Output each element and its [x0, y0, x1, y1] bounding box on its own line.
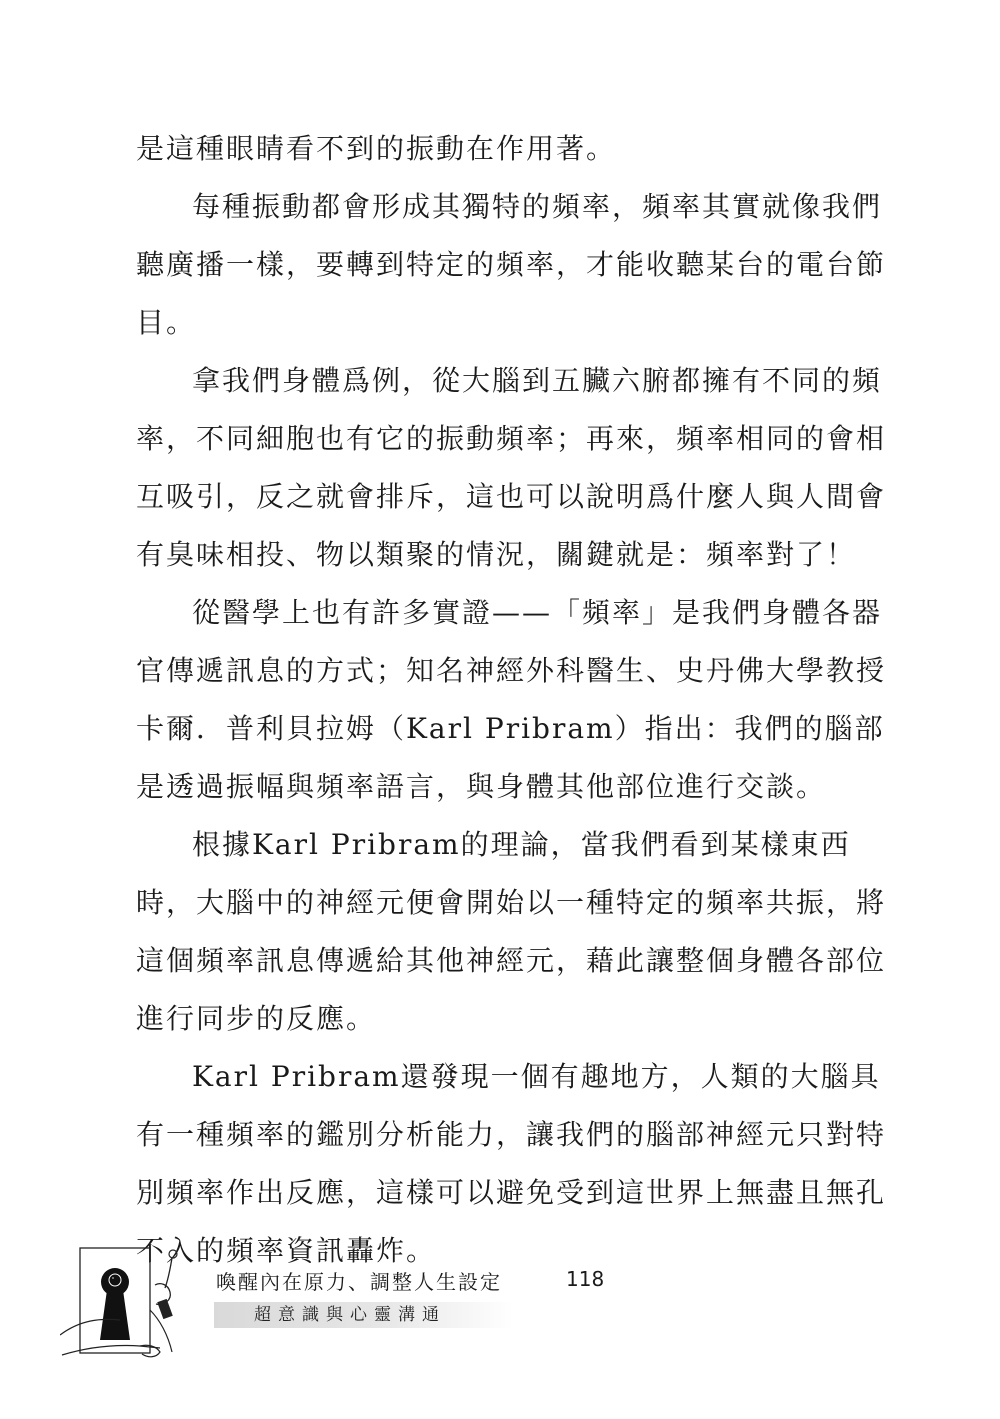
text-line: Karl Pribram還發現一個有趣地方，人類的大腦具 — [192, 1060, 881, 1093]
page-footer — [0, 1240, 1000, 1370]
text-line: 拿我們身體爲例，從大腦到五臟六腑都擁有不同的頻 — [192, 364, 883, 397]
text-line: 每種振動都會形成其獨特的頻率，頻率其實就像我們 — [192, 190, 883, 223]
text-line: 根據Karl Pribram的理論，當我們看到某樣東西 — [192, 828, 851, 861]
text-line: 官傳遞訊息的方式；知名神經外科醫生、史丹佛大學教授 — [136, 654, 887, 687]
body-text — [136, 120, 887, 1280]
keyhole-figure-illustration-icon — [60, 1240, 210, 1365]
text-line: 目。 — [136, 306, 197, 339]
page-number: 118 — [566, 1267, 605, 1291]
text-line: 互吸引，反之就會排斥，這也可以說明爲什麼人與人間會 — [136, 480, 887, 513]
text-line: 有臭味相投、物以類聚的情況，關鍵就是：頻率對了！ — [136, 538, 857, 571]
text-line: 進行同步的反應。 — [136, 1002, 377, 1035]
text-line: 有一種頻率的鑑別分析能力，讓我們的腦部神經元只對特 — [136, 1118, 887, 1151]
text-line: 從醫學上也有許多實證——「頻率」是我們身體各器 — [192, 596, 883, 629]
text-line: 別頻率作出反應，這樣可以避免受到這世界上無盡且無孔 — [136, 1176, 887, 1209]
text-line: 這個頻率訊息傳遞給其他神經元，藉此讓整個身體各部位 — [136, 944, 887, 977]
book-title: 喚醒內在原力、調整人生設定 — [216, 1270, 502, 1294]
text-line: 率，不同細胞也有它的振動頻率；再來，頻率相同的會相 — [136, 422, 887, 455]
text-line: 是透過振幅與頻率語言，與身體其他部位進行交談。 — [136, 770, 827, 803]
text-line: 時，大腦中的神經元便會開始以一種特定的頻率共振，將 — [136, 886, 887, 919]
text-line: 聽廣播一樣，要轉到特定的頻率，才能收聽某台的電台節 — [136, 248, 887, 281]
text-line: 是這種眼睛看不到的振動在作用著。 — [136, 132, 617, 165]
book-subtitle: 超意識與心靈溝通 — [254, 1305, 446, 1325]
text-line: 卡爾．普利貝拉姆（Karl Pribram）指出：我們的腦部 — [136, 712, 885, 745]
text-line: 不入的頻率資訊轟炸。 — [136, 1234, 437, 1267]
